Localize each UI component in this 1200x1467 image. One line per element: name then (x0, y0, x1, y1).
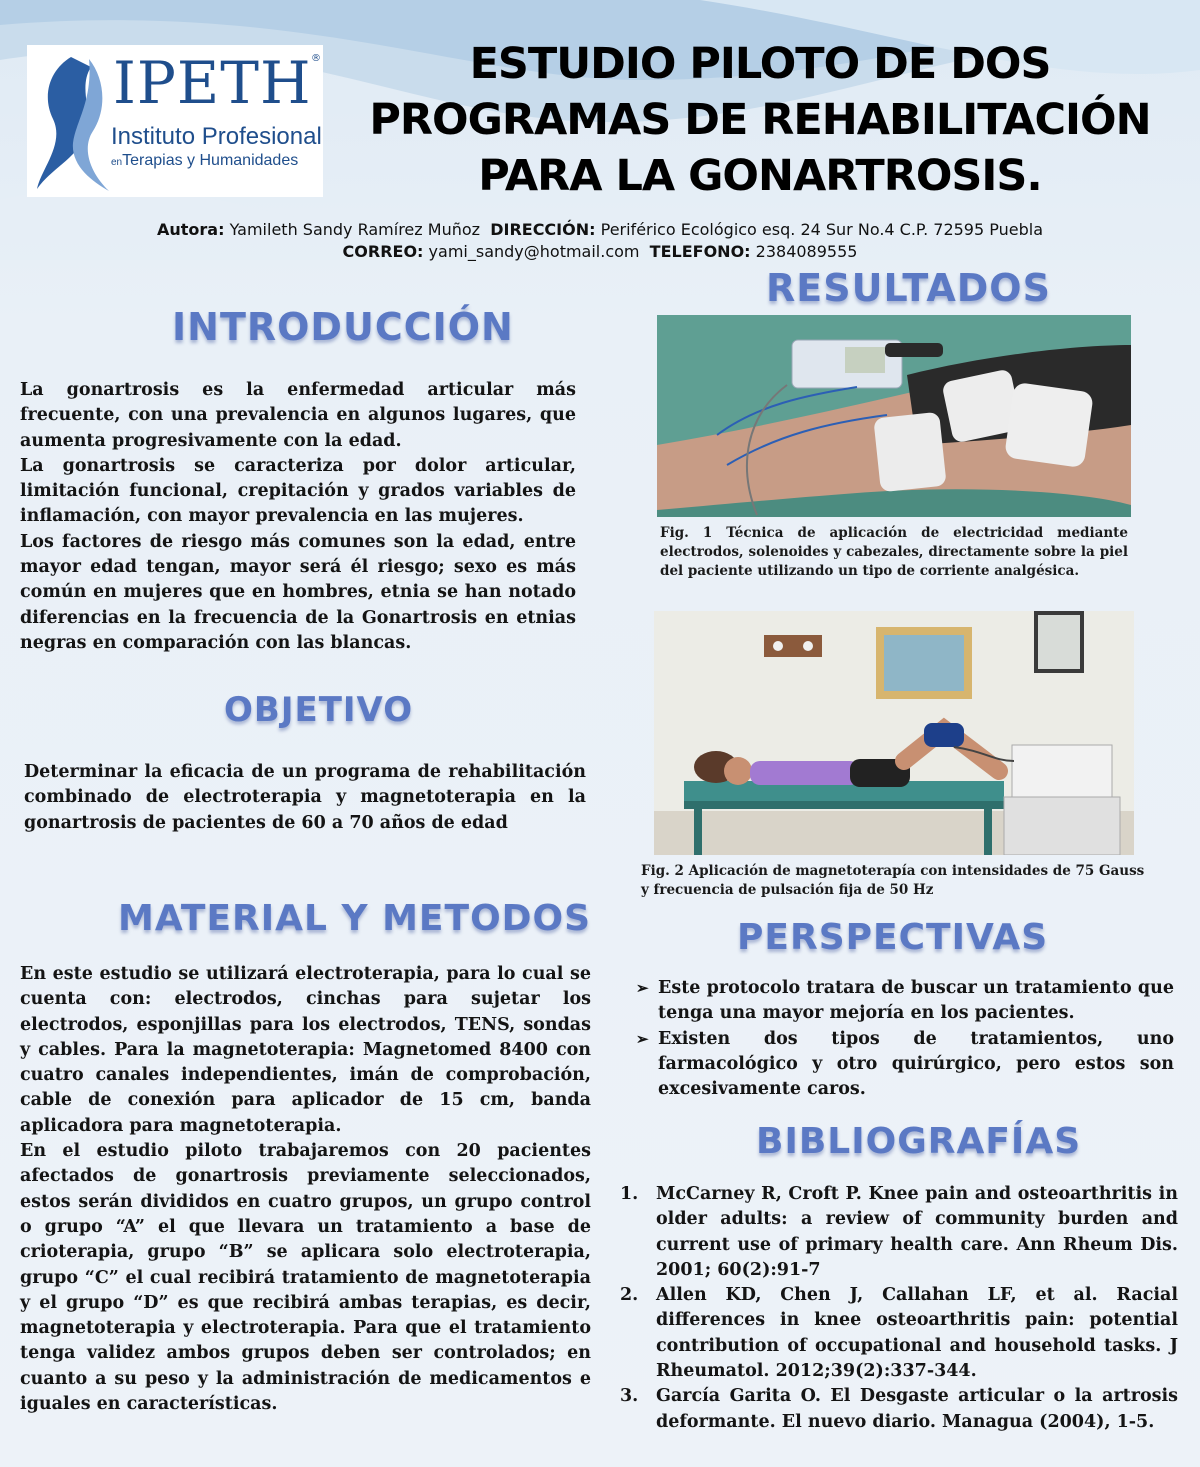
telefono-label: TELEFONO: (649, 242, 751, 261)
logo-line-2 (111, 152, 298, 170)
figure-2-photo (654, 611, 1134, 855)
title-line-3: PARA LA GONARTROSIS. (478, 151, 1042, 201)
ref-number: 2. (620, 1285, 639, 1306)
list-item (636, 976, 1174, 1027)
ipeth-logo (27, 45, 323, 197)
correo-label: CORREO: (342, 242, 424, 261)
perspectiva-2: Existen dos tipos de tratamientos, uno farmacológico y otro quirúrgico, pero estos son excesivamente caros. (658, 1028, 1174, 1100)
objetivo-heading: OBJETIVO (224, 690, 414, 730)
title-line-2: PROGRAMAS DE REHABILITACIÓN (369, 95, 1151, 145)
bibliografias-list (620, 1182, 1178, 1435)
correo-value[interactable]: yami_sandy@hotmail.com (428, 242, 640, 261)
intro-paragraph-2: La gonartrosis se caracteriza por dolor articular, limitación funcional, crepitación y grados variables de inflamación, con mayor prevalencia en las mujeres. (20, 455, 576, 527)
ribbon-logo-icon (31, 49, 121, 195)
logo-line-2-text: Terapias y Humanidades (122, 152, 299, 169)
registered-mark: ® (311, 53, 321, 64)
objetivo-paragraph: Determinar la eficacia de un programa de rehabilitación combinado de electroterapia y magnetoterapia en la gonartrosis de pacientes de 60 a 70 años de edad (24, 762, 586, 833)
intro-paragraph-1: La gonartrosis es la enfermedad articular más frecuente, con una prevalencia en algunos lugares, que aumenta progresivamente con la edad. (20, 380, 576, 451)
title-line-1: ESTUDIO PILOTO DE DOS (469, 39, 1051, 89)
perspectivas-list (636, 976, 1174, 1102)
list-item (620, 1283, 1178, 1384)
material-paragraph-2: En el estudio piloto trabajaremos con 20 pacientes afectados de gonartrosis previamente seleccionados, estos serán divididos en cuatro grupos, un grupo control o grupo “A” el que llevara un tratamiento a base de crioterapia, grupo “B” se aplicara solo electroterapia, grupo “C” el cual recibirá tratamiento de magnetoterapia y el grupo “D” es que recibirá ambas terapias, es decir, magnetoterapia y electroterapia. Para que el tratamiento tenga validez ambos grupos deben ser controlados; en cuanto a su peso y la administración de medicamentos e iguales en características. (20, 1141, 591, 1415)
intro-paragraph-3: Los factores de riesgo más comunes son la edad, entre mayor edad tengan, mayor será él riesgo; sexo es más común en mujeres que en hombres, etnia se han notado diferencias en la frecuencia de la Gonartrosis en etnias negras en comparación con las blancas. (20, 531, 576, 653)
logo-brand-text: IPETH (113, 49, 312, 117)
material-paragraph-1: En este estudio se utilizará electroterapia, para lo cual se cuenta con: electrodos, cinchas para sujetar los electrodos, esponjillas para los electrodos, TENS, sondas y cables. Para la magnetoterapia: Magnetomed 8400 con cuatro canales independientes, imán de comprobación, cable de conexión para aplicador de 15 cm, banda aplicadora para magnetoterapia. (20, 964, 591, 1136)
ref-text: McCarney R, Croft P. Knee pain and osteoarthritis in older adults: a review of community burden and current use of primary health care. Ann Rheum Dis. 2001; 60(2):91-7 (656, 1184, 1178, 1280)
intro-heading: INTRODUCCIÓN (172, 305, 514, 349)
perspectivas-heading: PERSPECTIVAS (737, 917, 1049, 958)
direccion-value: Periférico Ecológico esq. 24 Sur No.4 C.P. 72595 Puebla (600, 220, 1043, 239)
resultados-heading: RESULTADOS (766, 266, 1051, 310)
autora-label: Autora: (157, 220, 225, 239)
autora-name: Yamileth Sandy Ramírez Muñoz (229, 220, 481, 239)
perspectiva-1: Este protocolo tratara de buscar un tratamiento que tenga una mayor mejoría en los pacientes. (658, 978, 1174, 1024)
objetivo-text (24, 760, 586, 836)
bibliografias-heading: BIBLIOGRAFÍAS (756, 1121, 1082, 1162)
figure-1-caption: Fig. 1 Técnica de aplicación de electricidad mediante electrodos, solenoides y cabezales, directamente sobre la piel del paciente utilizando un tipo de corriente analgésica. (660, 525, 1128, 579)
intro-text (20, 378, 576, 656)
author-info (0, 219, 1200, 263)
arrow-right-icon: ➢ (636, 979, 649, 997)
list-item (620, 1384, 1178, 1435)
author-line-2 (0, 241, 1200, 263)
logo-line-1: Instituto Profesional (111, 123, 322, 150)
list-item (620, 1182, 1178, 1283)
logo-line-2-prefix: en (111, 157, 123, 168)
poster-title (350, 36, 1170, 204)
figure-1-photo (657, 315, 1131, 517)
ref-number: 1. (620, 1184, 639, 1204)
arrow-right-icon: ➢ (636, 1029, 649, 1048)
direccion-label: DIRECCIÓN: (490, 220, 596, 239)
magnetotherapy-image (654, 611, 1134, 855)
material-heading: MATERIAL Y METODOS (118, 898, 592, 939)
telefono-value: 2384089555 (755, 242, 858, 261)
electrotherapy-image (657, 315, 1131, 517)
ref-text: Allen KD, Chen J, Callahan LF, et al. Racial differences in knee osteoarthritis pain: potential contribution of occupational and household tasks. J Rheumatol. 2012;39(2):337-344. (656, 1285, 1178, 1382)
list-item (636, 1027, 1174, 1103)
material-text (20, 962, 591, 1417)
author-line-1 (0, 219, 1200, 241)
figure-2-caption: Fig. 2 Aplicación de magnetoterapía con intensidades de 75 Gauss y frecuencia de pulsación fija de 50 Hz (641, 863, 1145, 898)
ref-number: 3. (620, 1386, 639, 1407)
ref-text: García Garita O. El Desgaste articular o la artrosis deformante. El nuevo diario. Managua (2004), 1-5. (656, 1386, 1178, 1432)
